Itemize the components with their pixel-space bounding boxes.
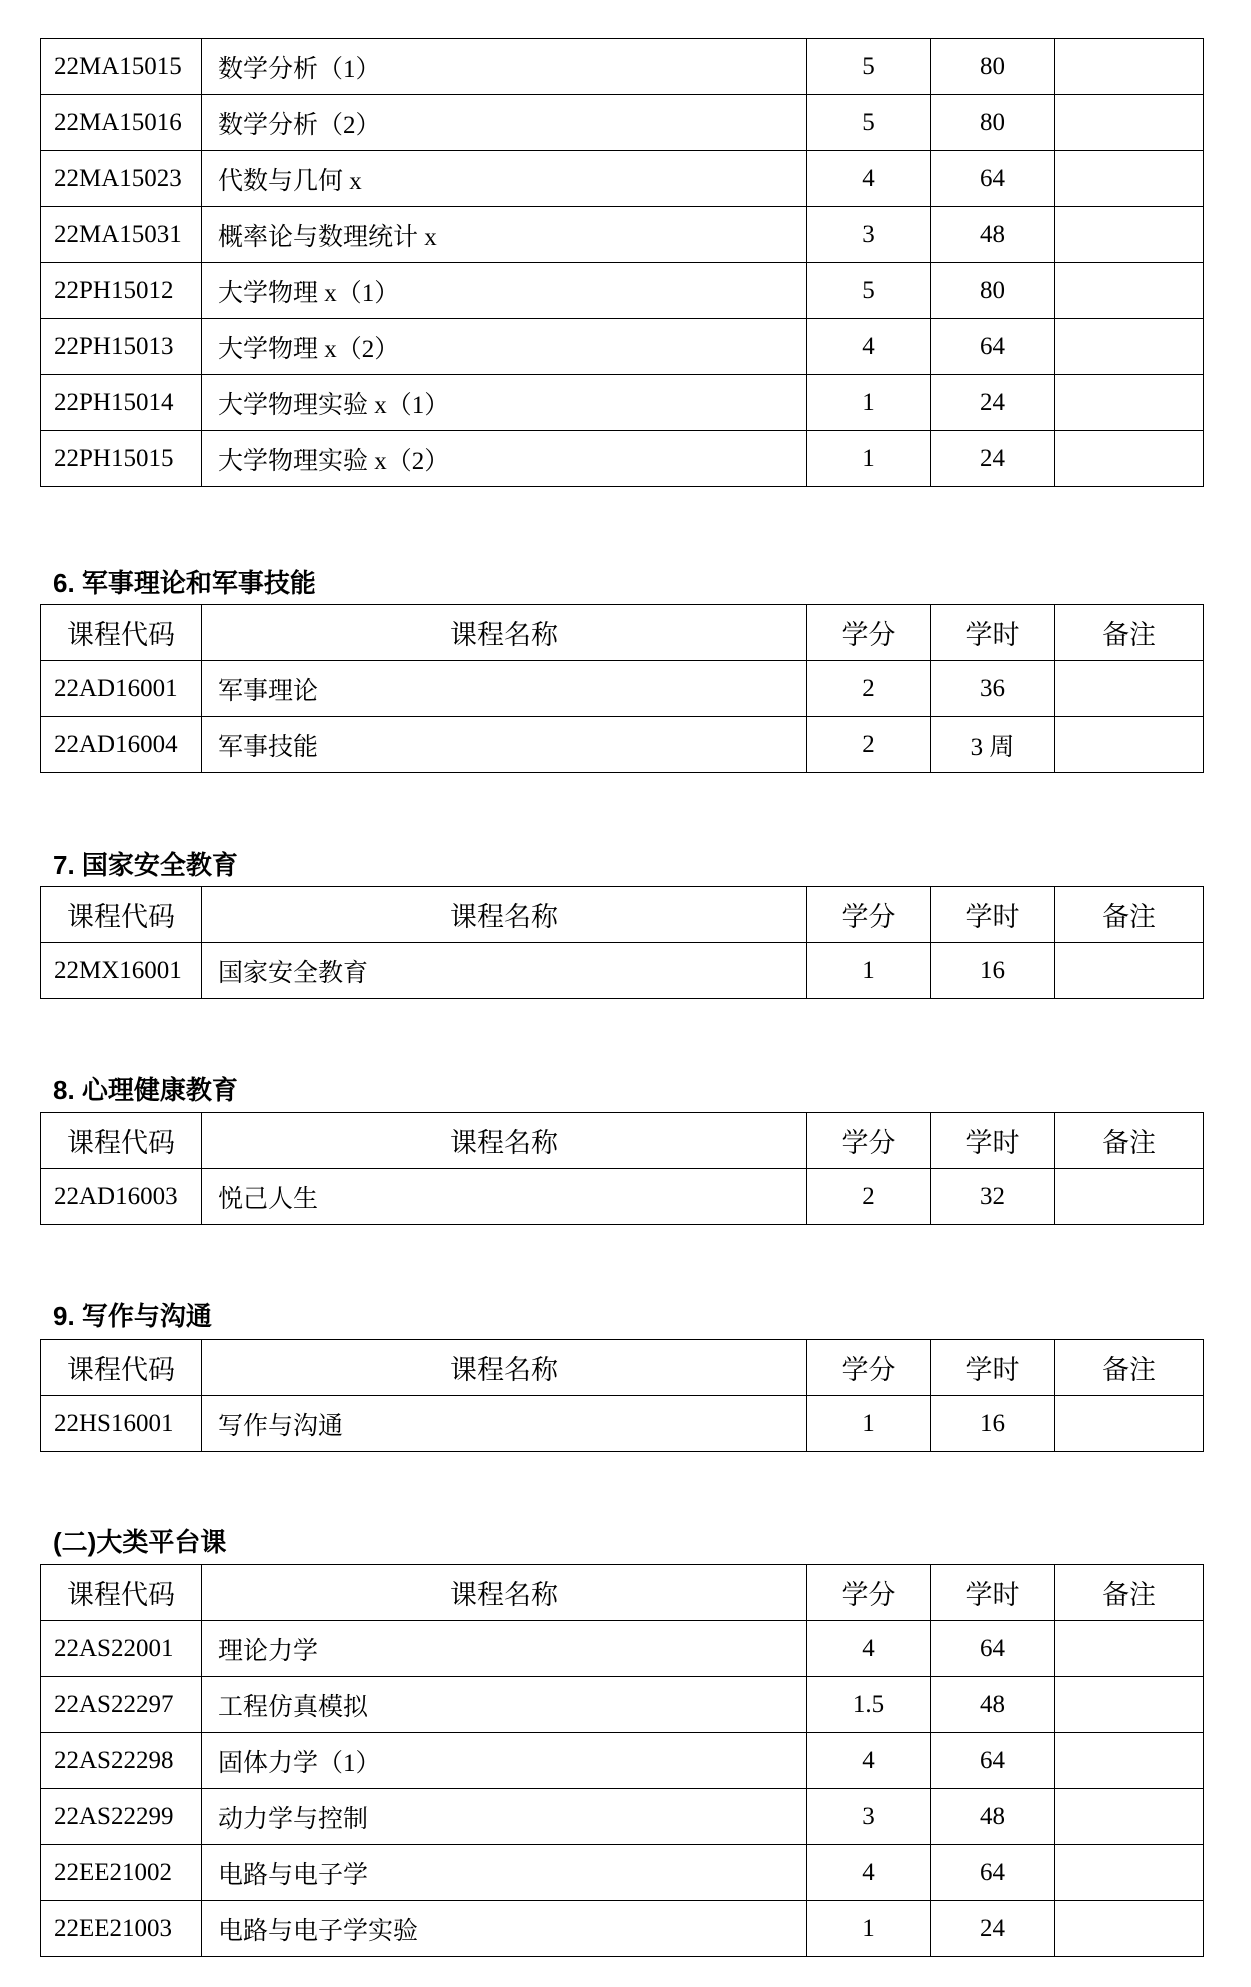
course-code-cell: 22AD16003 — [41, 1169, 202, 1225]
table-row — [41, 1733, 1204, 1789]
remarks-cell — [1055, 661, 1204, 717]
course-table — [40, 1339, 1204, 1452]
course-name-cell: 大学物理 x（1） — [202, 263, 807, 319]
remarks-cell — [1055, 717, 1204, 773]
remarks-cell — [1055, 1845, 1204, 1901]
course-name-cell: 理论力学 — [202, 1621, 807, 1677]
course-table-continued — [40, 38, 1204, 487]
header-hours: 学时 — [931, 1340, 1055, 1396]
header-remarks: 备注 — [1055, 1113, 1204, 1169]
remarks-cell — [1055, 1901, 1204, 1957]
course-code-cell: 22AS22297 — [41, 1677, 202, 1733]
hours-cell: 24 — [931, 1901, 1055, 1957]
table-header — [41, 1565, 1204, 1621]
table-row — [41, 943, 1204, 999]
header-remarks: 备注 — [1055, 887, 1204, 943]
hours-cell: 64 — [931, 1845, 1055, 1901]
course-code-cell: 22MA15016 — [41, 95, 202, 151]
credits-cell: 2 — [807, 717, 931, 773]
table-row — [41, 1621, 1204, 1677]
credits-cell: 5 — [807, 39, 931, 95]
table-body — [41, 1621, 1204, 1957]
credits-cell: 4 — [807, 1733, 931, 1789]
remarks-cell — [1055, 207, 1204, 263]
header-credits: 学分 — [807, 605, 931, 661]
table-body — [41, 661, 1204, 773]
course-name-cell: 悦己人生 — [202, 1169, 807, 1225]
table-row — [41, 431, 1204, 487]
credits-cell: 1 — [807, 431, 931, 487]
section-title: (二)大类平台课 — [53, 1527, 227, 1557]
course-code-cell: 22EE21002 — [41, 1845, 202, 1901]
credits-cell: 4 — [807, 151, 931, 207]
course-code-cell: 22AD16004 — [41, 717, 202, 773]
remarks-cell — [1055, 263, 1204, 319]
table-header — [41, 1113, 1204, 1169]
table-body — [41, 943, 1204, 999]
hours-cell: 24 — [931, 375, 1055, 431]
hours-cell: 36 — [931, 661, 1055, 717]
course-name-cell: 代数与几何 x — [202, 151, 807, 207]
course-name-cell: 数学分析（1） — [202, 39, 807, 95]
remarks-cell — [1055, 1733, 1204, 1789]
header-name: 课程名称 — [202, 1113, 807, 1169]
hours-cell: 48 — [931, 1677, 1055, 1733]
table-header — [41, 605, 1204, 661]
header-hours: 学时 — [931, 1113, 1055, 1169]
course-name-cell: 电路与电子学实验 — [202, 1901, 807, 1957]
course-table — [40, 886, 1204, 999]
hours-cell: 3 周 — [931, 717, 1055, 773]
table-row — [41, 151, 1204, 207]
header-name: 课程名称 — [202, 887, 807, 943]
course-name-cell: 写作与沟通 — [202, 1396, 807, 1452]
course-name-cell: 电路与电子学 — [202, 1845, 807, 1901]
course-code-cell: 22AS22298 — [41, 1733, 202, 1789]
hours-cell: 80 — [931, 263, 1055, 319]
header-credits: 学分 — [807, 1340, 931, 1396]
section-title: 8. 心理健康教育 — [53, 1075, 238, 1105]
course-table — [40, 38, 1204, 487]
table-header — [41, 887, 1204, 943]
course-name-cell: 大学物理实验 x（2） — [202, 431, 807, 487]
table-row — [41, 39, 1204, 95]
course-code-cell: 22AS22001 — [41, 1621, 202, 1677]
platform-courses-table-wrap — [40, 1564, 1204, 1957]
table-row — [41, 319, 1204, 375]
remarks-cell — [1055, 943, 1204, 999]
hours-cell: 80 — [931, 39, 1055, 95]
course-code-cell: 22AS22299 — [41, 1789, 202, 1845]
table-row — [41, 661, 1204, 717]
header-name: 课程名称 — [202, 1565, 807, 1621]
table-row — [41, 1901, 1204, 1957]
table-row — [41, 1845, 1204, 1901]
table-row — [41, 375, 1204, 431]
hours-cell: 48 — [931, 1789, 1055, 1845]
credits-cell: 3 — [807, 1789, 931, 1845]
course-name-cell: 动力学与控制 — [202, 1789, 807, 1845]
course-name-cell: 军事技能 — [202, 717, 807, 773]
remarks-cell — [1055, 375, 1204, 431]
credits-cell: 1 — [807, 1901, 931, 1957]
table-body — [41, 39, 1204, 487]
credits-cell: 2 — [807, 1169, 931, 1225]
hours-cell: 32 — [931, 1169, 1055, 1225]
course-name-cell: 大学物理实验 x（1） — [202, 375, 807, 431]
course-code-cell: 22PH15014 — [41, 375, 202, 431]
course-code-cell: 22PH15013 — [41, 319, 202, 375]
header-remarks: 备注 — [1055, 605, 1204, 661]
course-name-cell: 工程仿真模拟 — [202, 1677, 807, 1733]
course-name-cell: 军事理论 — [202, 661, 807, 717]
course-name-cell: 固体力学（1） — [202, 1733, 807, 1789]
header-code: 课程代码 — [41, 1565, 202, 1621]
course-table — [40, 1112, 1204, 1225]
header-row — [41, 605, 1204, 661]
header-remarks: 备注 — [1055, 1565, 1204, 1621]
hours-cell: 64 — [931, 151, 1055, 207]
course-name-cell: 概率论与数理统计 x — [202, 207, 807, 263]
table-row — [41, 207, 1204, 263]
course-name-cell: 数学分析（2） — [202, 95, 807, 151]
course-code-cell: 22EE21003 — [41, 1901, 202, 1957]
hours-cell: 64 — [931, 319, 1055, 375]
table-row — [41, 1677, 1204, 1733]
header-code: 课程代码 — [41, 1113, 202, 1169]
mental-health-courses-table-wrap — [40, 1112, 1204, 1225]
course-table — [40, 1564, 1204, 1957]
remarks-cell — [1055, 1677, 1204, 1733]
remarks-cell — [1055, 1789, 1204, 1845]
header-name: 课程名称 — [202, 1340, 807, 1396]
remarks-cell — [1055, 39, 1204, 95]
table-body — [41, 1169, 1204, 1225]
credits-cell: 5 — [807, 263, 931, 319]
remarks-cell — [1055, 1169, 1204, 1225]
credits-cell: 3 — [807, 207, 931, 263]
hours-cell: 64 — [931, 1733, 1055, 1789]
remarks-cell — [1055, 431, 1204, 487]
header-name: 课程名称 — [202, 605, 807, 661]
section-title: 6. 军事理论和军事技能 — [53, 568, 316, 598]
table-row — [41, 1169, 1204, 1225]
hours-cell: 16 — [931, 943, 1055, 999]
course-table — [40, 604, 1204, 773]
credits-cell: 1 — [807, 943, 931, 999]
remarks-cell — [1055, 151, 1204, 207]
section-title: 7. 国家安全教育 — [53, 850, 238, 880]
remarks-cell — [1055, 1621, 1204, 1677]
course-name-cell: 国家安全教育 — [202, 943, 807, 999]
course-code-cell: 22MA15031 — [41, 207, 202, 263]
credits-cell: 5 — [807, 95, 931, 151]
credits-cell: 4 — [807, 319, 931, 375]
header-code: 课程代码 — [41, 887, 202, 943]
header-hours: 学时 — [931, 605, 1055, 661]
credits-cell: 2 — [807, 661, 931, 717]
credits-cell: 4 — [807, 1621, 931, 1677]
course-name-cell: 大学物理 x（2） — [202, 319, 807, 375]
credits-cell: 1 — [807, 1396, 931, 1452]
header-hours: 学时 — [931, 1565, 1055, 1621]
course-code-cell: 22AD16001 — [41, 661, 202, 717]
course-code-cell: 22HS16001 — [41, 1396, 202, 1452]
section-title: 9. 写作与沟通 — [53, 1301, 212, 1331]
course-code-cell: 22MX16001 — [41, 943, 202, 999]
credits-cell: 1.5 — [807, 1677, 931, 1733]
header-row — [41, 1113, 1204, 1169]
table-header — [41, 1340, 1204, 1396]
table-row — [41, 717, 1204, 773]
header-hours: 学时 — [931, 887, 1055, 943]
remarks-cell — [1055, 319, 1204, 375]
table-row — [41, 263, 1204, 319]
table-body — [41, 1396, 1204, 1452]
remarks-cell — [1055, 95, 1204, 151]
table-row — [41, 1789, 1204, 1845]
header-credits: 学分 — [807, 1113, 931, 1169]
header-code: 课程代码 — [41, 605, 202, 661]
credits-cell: 1 — [807, 375, 931, 431]
hours-cell: 16 — [931, 1396, 1055, 1452]
header-row — [41, 887, 1204, 943]
hours-cell: 80 — [931, 95, 1055, 151]
header-row — [41, 1340, 1204, 1396]
security-courses-table-wrap — [40, 886, 1204, 999]
course-code-cell: 22PH15015 — [41, 431, 202, 487]
credits-cell: 4 — [807, 1845, 931, 1901]
course-code-cell: 22PH15012 — [41, 263, 202, 319]
remarks-cell — [1055, 1396, 1204, 1452]
course-code-cell: 22MA15023 — [41, 151, 202, 207]
header-credits: 学分 — [807, 1565, 931, 1621]
table-row — [41, 95, 1204, 151]
header-code: 课程代码 — [41, 1340, 202, 1396]
header-row — [41, 1565, 1204, 1621]
hours-cell: 24 — [931, 431, 1055, 487]
header-credits: 学分 — [807, 887, 931, 943]
writing-courses-table-wrap — [40, 1339, 1204, 1452]
military-courses-table-wrap — [40, 604, 1204, 773]
table-row — [41, 1396, 1204, 1452]
hours-cell: 64 — [931, 1621, 1055, 1677]
hours-cell: 48 — [931, 207, 1055, 263]
header-remarks: 备注 — [1055, 1340, 1204, 1396]
course-code-cell: 22MA15015 — [41, 39, 202, 95]
